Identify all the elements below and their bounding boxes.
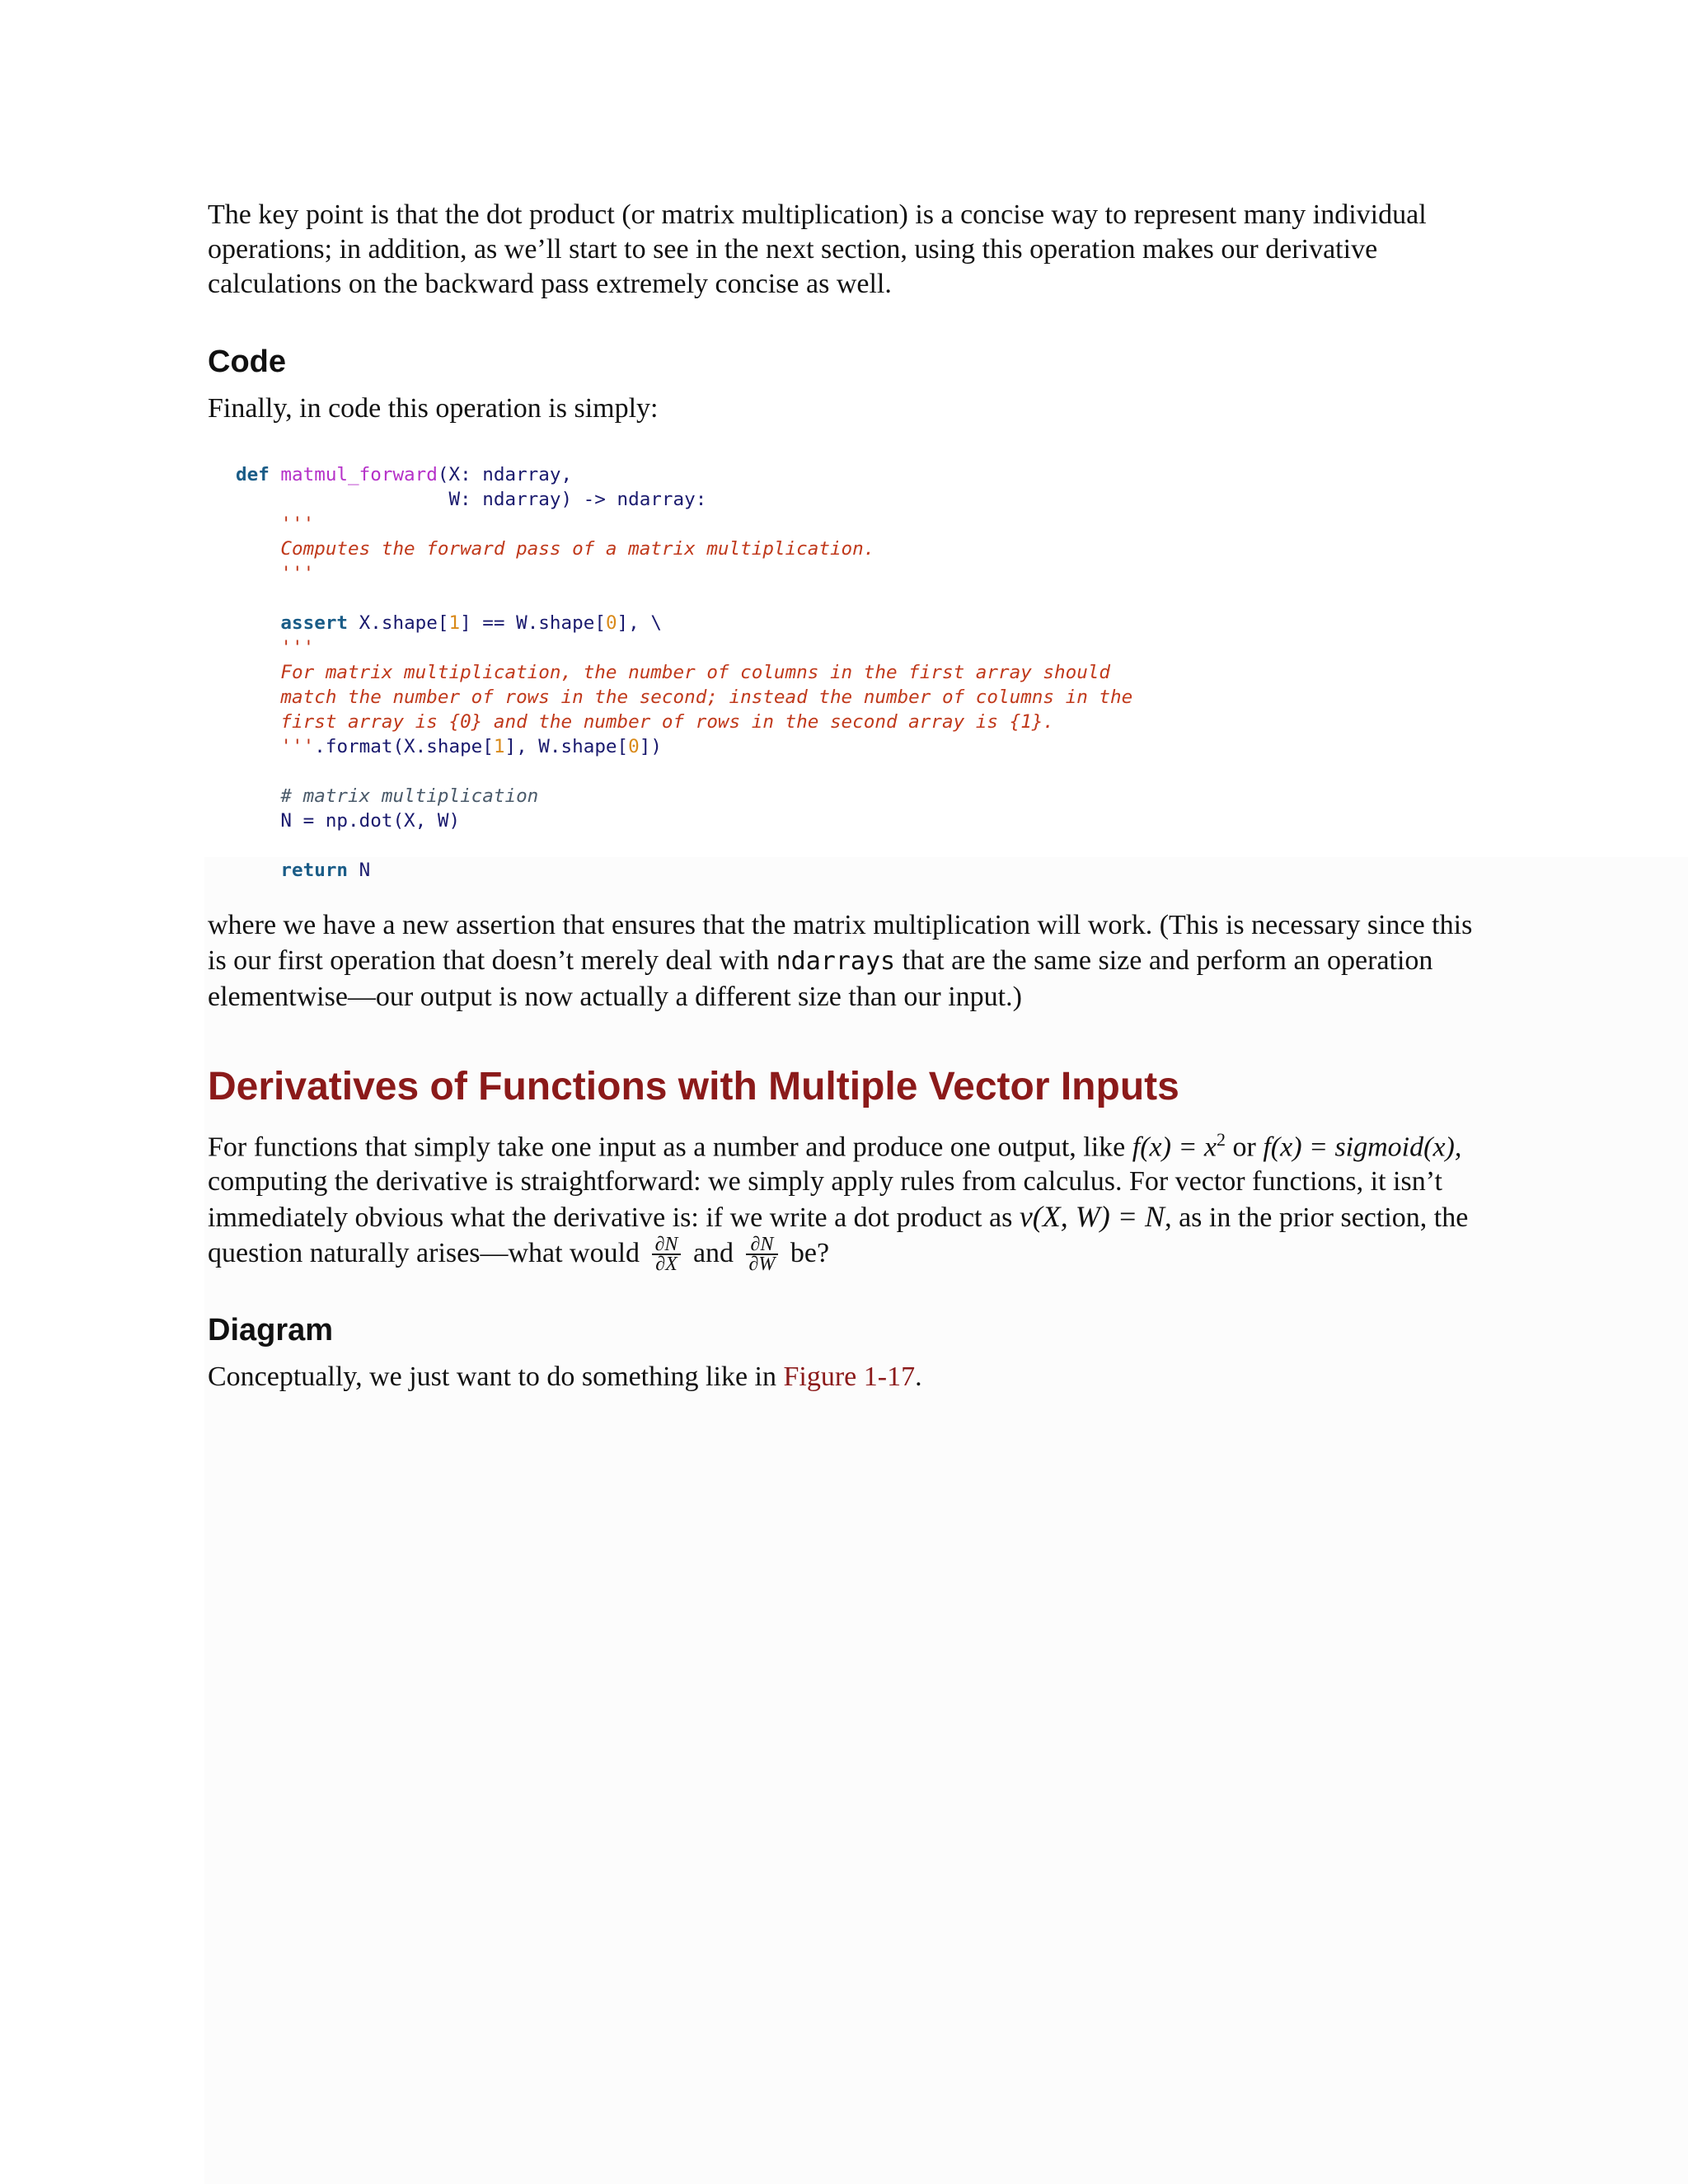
intro-paragraph: The key point is that the dot product (or matrix multiplication) is a concise way to represent many individual operations; in addition, as we’ll start to see in the next section, using this operation makes our derivative calculations on the backward pass extremely concise as well. xyxy=(208,199,1427,299)
code-format-c: ]) xyxy=(639,736,662,757)
code-format-index1: 1 xyxy=(493,736,505,757)
code-message-line1: For matrix multiplication, the number of columns in the first array should xyxy=(280,662,1111,683)
diagram-text-end: . xyxy=(915,1361,922,1393)
code-intro: Finally, in code this operation is simply: xyxy=(208,393,659,424)
section-formula-sup: 2 xyxy=(1217,1129,1226,1150)
code-message-open: ''' xyxy=(280,637,315,658)
code-params-line2: W: ndarray) -> ndarray: xyxy=(236,489,707,510)
diagram-heading: Diagram xyxy=(208,1313,334,1348)
section-text-and: and xyxy=(686,1238,741,1269)
code-comment: # matrix multiplication xyxy=(280,785,539,807)
code-message-line2: match the number of rows in the second; instead the number of columns in the xyxy=(280,687,1133,708)
code-message-line3: first array is {0} and the number of rows in the second array is {1}. xyxy=(280,711,1055,733)
section-heading: Derivatives of Functions with Multiple Vector Inputs xyxy=(208,1065,1179,1108)
code-params-line1: (X: ndarray, xyxy=(437,464,573,485)
figure-link[interactable]: Figure 1-17 xyxy=(783,1361,916,1393)
diagram-paragraph xyxy=(208,1360,1493,1394)
section-math-expression: ν(X, W) = N xyxy=(1019,1200,1165,1234)
code-docstring-close: ''' xyxy=(280,563,315,584)
after-code-paragraph xyxy=(208,907,1493,1015)
fraction-dn-dw-denominator: ∂W xyxy=(748,1254,776,1276)
code-assert-keyword: assert xyxy=(280,612,349,634)
section-text-4: be? xyxy=(783,1238,830,1269)
code-assert-index0: 0 xyxy=(605,612,617,634)
section-text-3: , as in the prior section, the question naturally arises—what would xyxy=(208,1202,1469,1269)
code-docstring-text: Computes the forward pass of a matrix multiplication. xyxy=(280,538,875,560)
code-assert-index1: 1 xyxy=(448,612,461,634)
after-code-mono: ndarrays xyxy=(776,947,896,976)
code-assert-mid: ] == W.shape[ xyxy=(460,612,606,634)
code-format-b: ], W.shape[ xyxy=(504,736,629,757)
fraction-dn-dw-numerator: ∂N xyxy=(746,1235,779,1255)
code-function-name: matmul_forward xyxy=(280,464,438,485)
section-text-2: computing the derivative is straightforward: we simply apply rules from calculus. For vector functions, it isn’t immediately obvious what the derivative is: if we write a dot product as xyxy=(208,1166,1442,1234)
code-assignment: N = np.dot(X, W) xyxy=(280,810,461,832)
code-assert-lhs: X.shape[ xyxy=(359,612,449,634)
diagram-text: Conceptually, we just want to do something like in xyxy=(208,1361,784,1393)
code-return-keyword: return xyxy=(280,860,349,881)
code-return-value: N xyxy=(359,860,371,881)
fraction-dn-dx-denominator: ∂X xyxy=(655,1254,678,1276)
fraction-dn-dx-numerator: ∂N xyxy=(652,1235,682,1255)
code-def-keyword: def xyxy=(236,464,270,485)
section-formula-1: f(x) = x xyxy=(1132,1132,1217,1163)
section-text-1: For functions that simply take one input as a number and produce one output, like xyxy=(208,1132,1132,1163)
section-paragraph xyxy=(208,1122,1493,1276)
section-formula-2: f(x) = sigmoid(x), xyxy=(1263,1132,1462,1163)
section-text-or: or xyxy=(1226,1132,1264,1163)
code-message-close: ''' xyxy=(280,736,315,757)
after-code-text-2: that are the same size and perform an operation elementwise—our output is now actually a different size than our input.) xyxy=(208,945,1433,1012)
document-page xyxy=(208,198,1493,1394)
fraction-dn-dw xyxy=(746,1234,779,1276)
code-block xyxy=(236,462,1493,883)
code-heading: Code xyxy=(208,344,286,379)
code-assert-end: ], \ xyxy=(617,612,662,634)
fraction-dn-dx xyxy=(652,1234,682,1276)
after-code-text-1: where we have a new assertion that ensures that the matrix multiplication will work. (This is necessary since this is our first operation that doesn’t merely deal with xyxy=(208,910,1473,976)
code-docstring-open: ''' xyxy=(280,513,315,535)
code-format-index0: 0 xyxy=(628,736,640,757)
code-format-a: .format(X.shape[ xyxy=(314,736,494,757)
